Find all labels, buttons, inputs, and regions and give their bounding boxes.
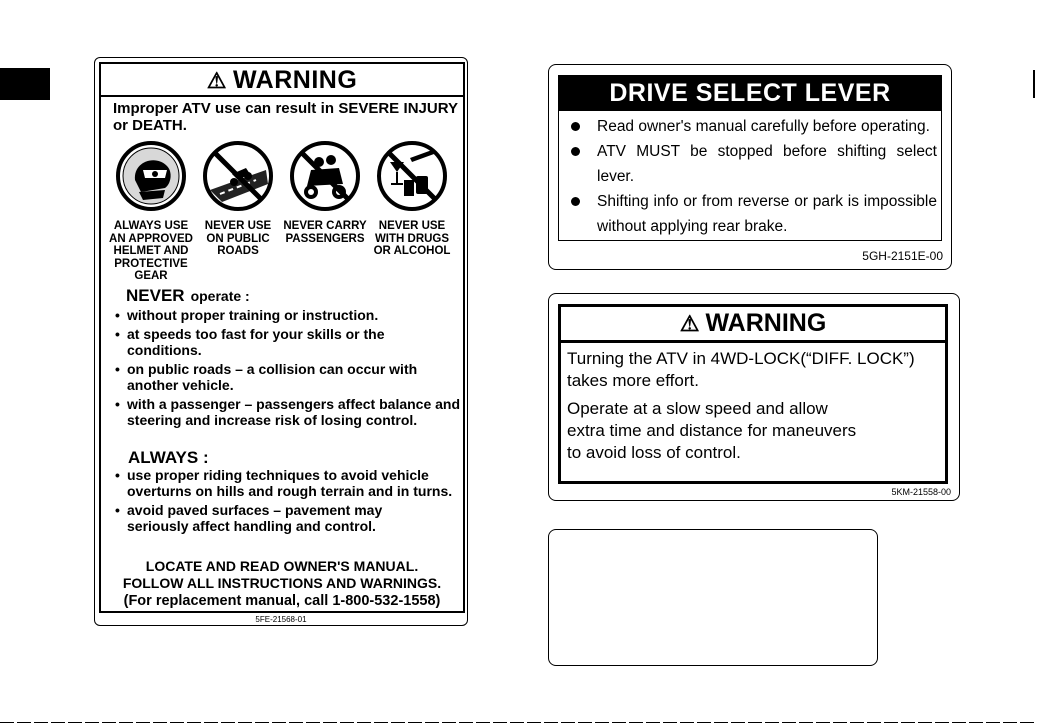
warning-intro: Improper ATV use can result in SEVERE INJURY or DEATH. [113,100,458,134]
warning-label-frame [99,62,465,613]
drive-select-title: DRIVE SELECT LEVER [558,75,942,111]
list-item-text: Shifting info or from reverse or park is impossible without applying rear brake. [597,193,937,235]
part-code: 5KM-21558-00 [891,487,951,497]
diff-lock-line: Operate at a slow speed and allow [567,399,828,418]
no-public-roads-icon [202,140,274,212]
list-item: • without proper training or instruction. [113,307,463,323]
warning-triangle-icon: ⚠ [206,68,227,93]
warning-title [561,307,945,339]
divider [561,340,945,343]
caption-line: PROTECTIVE [114,257,188,270]
never-heading [126,286,250,306]
diff-lock-warning-label [548,293,960,501]
drive-select-label [548,64,952,270]
caption-line: WITH DRUGS [374,232,450,245]
footer-phone-line: (For replacement manual, call 1-800-532-1558) [123,593,441,609]
bullet-icon [571,197,580,206]
list-item: • with a passenger – passengers affect balance and steering and increase risk of losing control. [113,396,463,428]
warning-triangle-icon: ⚠ [679,311,700,336]
list-item: • on public roads – a collision can occur with another vehicle. [113,361,463,393]
list-item: • at speeds too fast for your skills or the conditions. [113,326,463,358]
list-item-text: Read owner's manual carefully before operating. [597,118,930,135]
helmet-icon [115,140,187,212]
caption-line: NEVER USE [378,220,446,232]
part-code: 5FE-21568-01 [255,615,307,624]
list-item: • avoid paved surfaces – pavement may seriously affect handling and control. [113,502,463,534]
caption-line: ROADS [217,245,259,257]
bullet-icon [571,147,580,156]
never-suffix: operate : [190,288,250,304]
icon-caption-roads [195,220,281,258]
footer-line: LOCATE AND READ OWNER'S MANUAL. [145,558,419,574]
section-tab-marker [0,68,50,100]
never-list [113,307,463,431]
caption-line: ALWAYS USE [113,220,189,232]
list-item [571,139,937,189]
warning-label [94,57,468,626]
part-code: 5GH-2151E-00 [862,249,943,263]
list-item: • use proper riding techniques to avoid vehicle overturns on hills and rough terrain and in turns. [113,467,463,499]
caption-line: PASSENGERS [285,232,365,245]
caption-line: HELMET AND [113,245,189,257]
diff-lock-line: to avoid loss of control. [567,443,741,462]
warning-title-text: WARNING [232,66,358,94]
warning-title-text: WARNING [705,309,827,337]
diff-lock-warning-frame [558,304,948,484]
caption-line: NEVER CARRY [283,220,367,232]
footer-line: FOLLOW ALL INSTRUCTIONS AND WARNINGS. [122,575,442,591]
caption-line: GEAR [134,270,168,282]
blank-label [548,529,878,666]
list-item-text: ATV MUST be stopped before shifting select lever. [597,143,937,185]
section-tab-marker-right [1033,70,1035,98]
icon-caption-helmet [108,220,194,283]
icon-caption-drugs [369,220,455,258]
list-item [571,189,937,239]
never-heading-text: NEVER [126,286,185,305]
bullet-icon [571,122,580,131]
drive-select-body [558,111,942,241]
list-item [571,114,937,139]
always-heading: ALWAYS : [128,448,209,467]
always-list [113,467,463,537]
diff-lock-line: extra time and distance for maneuvers [567,421,857,440]
caption-line: AN APPROVED [109,232,193,245]
divider [101,95,463,97]
diff-lock-paragraph: Turning the ATV in 4WD-LOCK(“DIFF. LOCK”) takes more effort. [567,349,915,390]
caption-line: ON PUBLIC [206,232,270,245]
icon-caption-passengers [282,220,368,245]
no-drugs-alcohol-icon [376,140,448,212]
warning-title [101,66,463,95]
caption-line: OR ALCOHOL [373,245,451,257]
no-passengers-icon [289,140,361,212]
caption-line: NEVER USE [204,220,272,232]
